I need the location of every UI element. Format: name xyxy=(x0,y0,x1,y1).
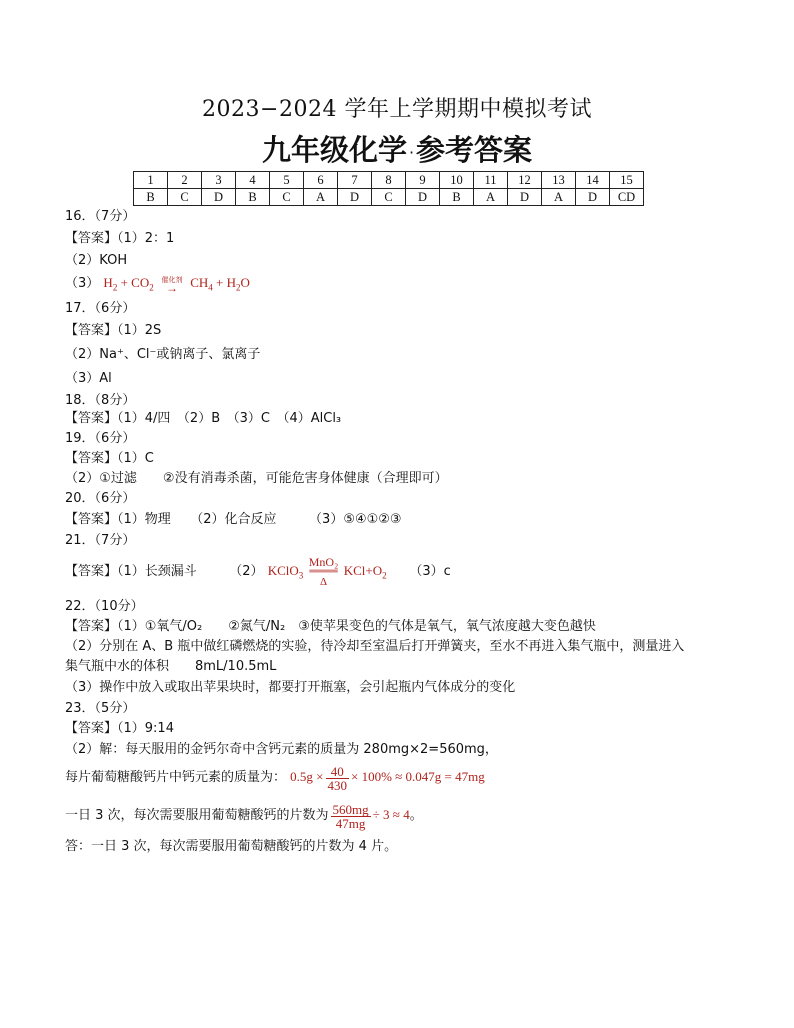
question-number-cell: 10 xyxy=(440,172,474,189)
answer-row xyxy=(134,189,644,206)
catalyst-arrow: 催化剂 → xyxy=(161,276,183,296)
answer-cell: D xyxy=(202,189,236,206)
choice-answer-table xyxy=(133,171,644,206)
q23-conclusion: 答：一日 3 次，每次需要服用葡萄糖酸钙的片数为 4 片。 xyxy=(65,839,398,854)
q17-answer-2: （2）Na⁺、Cl⁻或钠离子、氯离子 xyxy=(65,347,261,362)
q16-answer-1: 【答案】（1）2：1 xyxy=(65,231,175,246)
q21-equation: KClO$_3$ MnO₂ ════ Δ $KCl+O_2$ xyxy=(267,555,387,588)
q22-answer-2: （2）分别在 A、B 瓶中做红磷燃烧的实验，待冷却至室温后打开弹簧夹，至水不再进入集气瓶中，测量进入 xyxy=(65,639,685,654)
calcium-mass-calculation: 0.5g × $\frac{40}{430}$ × 100% ≈ 0.047g = 47mg xyxy=(290,763,485,793)
question-number-cell: 7 xyxy=(338,172,372,189)
q17-answer-3: （3）Al xyxy=(65,371,112,386)
answer-cell: CD xyxy=(610,189,644,206)
q22-answer-4: （3）操作中放入或取出苹果块时，都要打开瓶塞，会引起瓶内气体成分的变化 xyxy=(65,680,516,695)
answer-cell: B xyxy=(236,189,270,206)
answer-cell: C xyxy=(372,189,406,206)
q18-heading: 18．（8分） xyxy=(65,393,136,408)
answer-cell: B xyxy=(440,189,474,206)
question-number-cell: 3 xyxy=(202,172,236,189)
title-dot: · xyxy=(408,142,415,162)
answer-cell: C xyxy=(270,189,304,206)
answer-cell: C xyxy=(168,189,202,206)
q22-answer-3: 集气瓶中水的体积 8mL/10.5mL xyxy=(65,659,277,674)
q19-answer-1: 【答案】（1）C xyxy=(65,451,154,466)
q23-answer-2: （2）解：每天服用的金钙尔奇中含钙元素的质量为 280mg×2=560mg， xyxy=(65,742,498,757)
q21-heading: 21．（7分） xyxy=(65,533,136,548)
answer-cell: A xyxy=(542,189,576,206)
question-number-cell: 1 xyxy=(134,172,168,189)
answer-cell: D xyxy=(406,189,440,206)
question-number-cell: 12 xyxy=(508,172,542,189)
exam-title: 2023−2024 学年上学期期中模拟考试 xyxy=(202,97,592,122)
question-number-cell: 9 xyxy=(406,172,440,189)
q20-heading: 20．（6分） xyxy=(65,491,136,506)
q19-answer-2: （2）①过滤 ②没有消毒杀菌，可能危害身体健康（合理即可） xyxy=(65,471,448,486)
answer-cell: D xyxy=(338,189,372,206)
question-number-cell: 11 xyxy=(474,172,508,189)
q19-heading: 19．（6分） xyxy=(65,431,136,446)
fraction-40-430: $\frac{40}{430}$ xyxy=(327,763,347,793)
answer-cell: A xyxy=(474,189,508,206)
q17-answer-1: 【答案】（1）2S xyxy=(65,323,162,338)
question-number-cell: 4 xyxy=(236,172,270,189)
fraction-560-47: $\frac{560mg}{47mg}$ xyxy=(332,801,369,831)
q18-answer-1: 【答案】（1）4/四 （2）B （3）C （4）AlCl₃ xyxy=(65,411,342,426)
q16-equation: $H_2 + CO_2$ 催化剂 → $CH_4 + H_2O$ xyxy=(103,275,250,296)
q20-answer-1: 【答案】（1）物理 （2）化合反应 （3）⑤④①②③ xyxy=(65,512,402,527)
q23-answer-3: 每片葡萄糖酸钙片中钙元素的质量为： 0.5g × $\frac{40}{430}$ × 100% ≈ 0.047g = 47mg xyxy=(65,763,485,793)
question-number-cell: 2 xyxy=(168,172,202,189)
question-number-cell: 5 xyxy=(270,172,304,189)
answer-cell: A xyxy=(304,189,338,206)
title-answer: 参考答案 xyxy=(416,133,533,167)
question-number-cell: 6 xyxy=(304,172,338,189)
q23-heading: 23．（5分） xyxy=(65,701,136,716)
q21-answer-1: 【答案】（1）长颈漏斗 （2） KClO$_3$ MnO₂ ════ Δ $KCl+O_2$ （3）c xyxy=(65,555,451,588)
q16-answer-3: （3） $H_2 + CO_2$ 催化剂 → $CH_4 + H_2O$ xyxy=(65,275,250,296)
q16-answer-2: （2）KOH xyxy=(65,253,128,268)
question-number-cell: 13 xyxy=(542,172,576,189)
q17-heading: 17．（6分） xyxy=(65,301,136,316)
question-number-row xyxy=(134,172,644,189)
question-number-cell: 14 xyxy=(576,172,610,189)
q22-heading: 22．（10分） xyxy=(65,599,144,614)
q23-answer-4: 一日 3 次，每次需要服用葡萄糖酸钙的片数为 $\frac{560mg}{47mg}$ ÷ 3 ≈ 4。 xyxy=(65,801,423,831)
tablet-count-calculation: $\frac{560mg}{47mg}$ ÷ 3 ≈ 4 xyxy=(332,801,410,831)
question-number-cell: 15 xyxy=(610,172,644,189)
q22-answer-1: 【答案】（1）①氧气/O₂ ②氮气/N₂ ③使苹果变色的气体是氧气，氧气浓度越大变色越快 xyxy=(65,619,596,634)
question-number-cell: 8 xyxy=(372,172,406,189)
title-subject: 九年级化学 xyxy=(261,133,407,167)
mno2-heat-arrow: MnO₂ ════ Δ xyxy=(308,555,339,588)
answer-key-title xyxy=(0,128,794,169)
q23-answer-1: 【答案】（1）9:14 xyxy=(65,721,174,736)
q16-heading: 16．（7分） xyxy=(65,209,136,224)
answer-cell: D xyxy=(576,189,610,206)
answer-cell: D xyxy=(508,189,542,206)
answer-cell: B xyxy=(134,189,168,206)
